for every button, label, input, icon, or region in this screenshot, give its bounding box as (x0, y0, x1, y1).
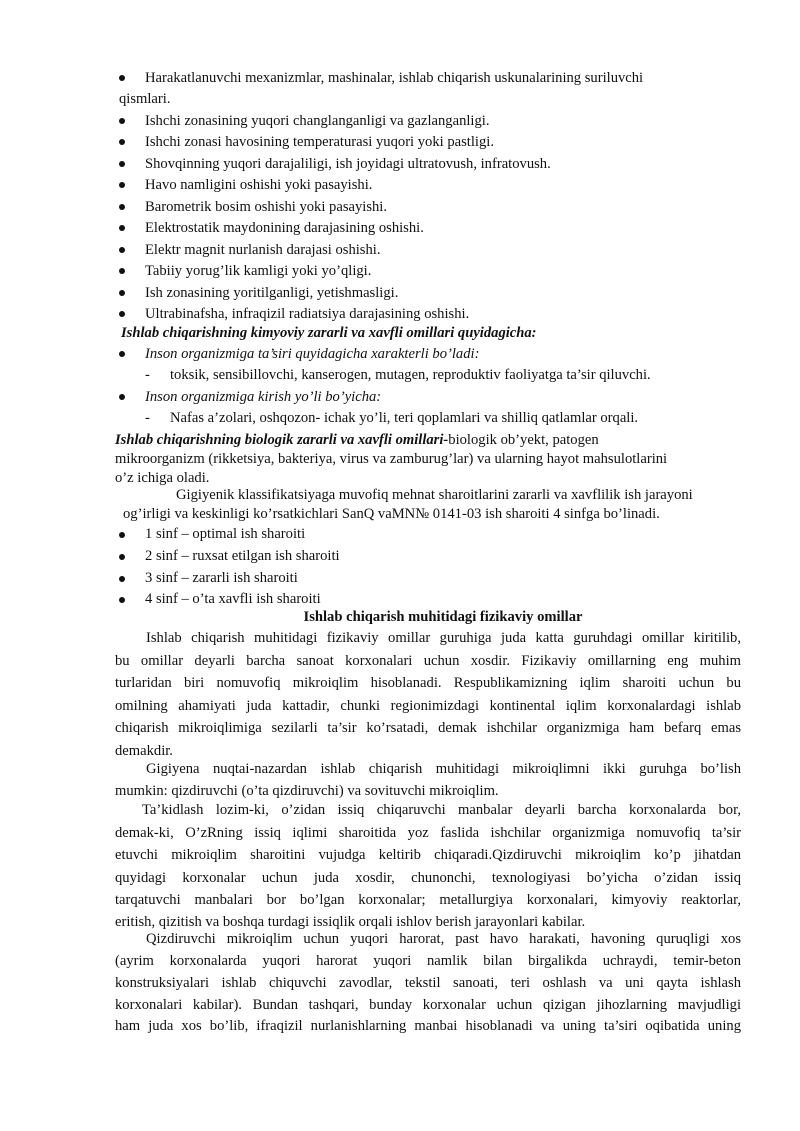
list-item: Elektrostatik maydonining darajasining oshishi. (145, 220, 424, 236)
biological-line-3: o’z ichiga oladi. (115, 470, 210, 486)
bullet-icon (119, 290, 125, 296)
bullet-icon (119, 311, 125, 317)
paragraph-line: chiqarish mikroiqlimiga sezilarli ta’sir ko’rsatadi, demak ishchilar organizmiga ham befarq emas (115, 720, 741, 736)
paragraph-line: bu omillar deyarli barcha sanoat korxonalari uchun xosdir. Fizikaviy omillarning eng muhim (115, 653, 741, 669)
bullet-icon (119, 118, 125, 124)
classification-line-1: Gigiyenik klassifikatsiyaga muvofiq mehnat sharoitlarini zararli va xavflilik ish jarayoni (176, 487, 693, 503)
bullet-icon (119, 75, 125, 81)
paragraph-line: tarqatuvchi manbalari bor bo’lgan korxonalar; metallurgiya korxonalari, kimyoviy reaktorlar, (115, 892, 741, 908)
paragraph-line: korxonalari kabilar). Bundan tashqari, bunday korxonalar uchun qizigan jihozlarning mavjudligi (115, 997, 741, 1013)
list-item-continuation: qismlari. (119, 91, 171, 107)
bullet-icon (119, 161, 125, 167)
paragraph-line: etuvchi mikroiqlim sharoitini vujudga keltirib chiqaradi.Qizdiruvchi mikroiqlim ko’p jihatdan (115, 847, 741, 863)
bullet-icon (119, 351, 125, 357)
paragraph-line: eritish, qizitish va boshqa turdagi issiqlik orqali ishlov berish jarayonlari kabilar. (115, 914, 586, 930)
list-item: Barometrik bosim oshishi yoki pasayishi. (145, 199, 388, 215)
bullet-icon (119, 532, 125, 538)
bullet-icon (119, 268, 125, 274)
paragraph-line: demakdir. (115, 743, 173, 759)
paragraph-line: mumkin: qizdiruvchi (o’ta qizdiruvchi) va sovituvchi mikroiqlim. (115, 783, 499, 799)
dash-icon: - (145, 367, 150, 383)
bullet-icon (119, 182, 125, 188)
paragraph-line: konstruksiyalari ishlab chiquvchi zavodlar, tekstil sanoati, teri oshlash va uni qayta ishlash (115, 975, 741, 991)
list-item: Ultrabinafsha, infraqizil radiatsiya darajasining oshishi. (145, 306, 470, 322)
paragraph-line: Qizdiruvchi mikroiqlim uchun yuqori harorat, past havo harakati, havoning quruqligi xos (146, 931, 741, 947)
bullet-icon (119, 554, 125, 560)
list-item: Havo namligini oshishi yoki pasayishi. (145, 177, 373, 193)
list-subitem: Nafas a’zolari, oshqozon- ichak yo’li, teri qoplamlari va shilliq qatlamlar orqali. (170, 410, 639, 426)
paragraph-line: demak-ki, O’zRning issiq iqlimi sharoitida yoz faslida ishchilar organizmiga nomuvofiq ta’sir (115, 825, 741, 841)
paragraph-line: turlaridan biri nomuvofiq mikroiqlim hisoblanadi. Respublikamizning iqlim sharoiti uchun bu (115, 675, 741, 691)
dash-icon: - (145, 410, 150, 426)
section-title: Ishlab chiqarish muhitidagi fizikaviy omillar (303, 609, 583, 625)
bullet-icon (119, 225, 125, 231)
list-item: Tabiiy yorug’lik kamligi yoki yo’qligi. (145, 263, 372, 279)
list-item: Inson organizmiga kirish yo’li bo’yicha: (145, 389, 382, 405)
list-item: Ishchi zonasining yuqori changlanganligi va gazlanganligi. (145, 113, 490, 129)
paragraph-line: quyidagi korxonalar uchun juda xosdir, chunonchi, texnologiyasi bo’yicha o’zidan issiq (115, 870, 741, 886)
list-item: Elektr magnit nurlanish darajasi oshishi. (145, 242, 381, 258)
class-item: 4 sinf – o’ta xavfli ish sharoiti (145, 591, 321, 607)
bullet-icon (119, 576, 125, 582)
list-item: Shovqinning yuqori darajaliligi, ish joyidagi ultratovush, infratovush. (145, 156, 551, 172)
list-item: Ish zonasining yoritilganligi, yetishmasligi. (145, 285, 399, 301)
classification-line-2: og’irligi va keskinligi ko’rsatkichlari SanQ vaMN№ 0141-03 ish sharoiti 4 sinfga bo’linadi. (123, 506, 660, 522)
class-item: 3 sinf – zararli ish sharoiti (145, 570, 298, 586)
bullet-icon (119, 247, 125, 253)
chemical-heading: Ishlab chiqarishning kimyoviy zararli va xavfli omillari quyidagicha: (121, 325, 537, 341)
list-item: Inson organizmiga ta’siri quyidagicha xarakterli bo’ladi: (145, 346, 480, 362)
paragraph-line: ham juda xos bo’lib, ifraqizil nurlanishlarning manbai hisoblanadi va uning ta’siri oqibatida uning (115, 1018, 741, 1034)
bullet-icon (119, 204, 125, 210)
paragraph-line: omilning ahamiyati juda kattadir, chunki regionimizdagi kontinental iqlim korxonalardagi ishlab (115, 698, 741, 714)
bullet-icon (119, 597, 125, 603)
paragraph-line: (ayrim korxonalarda yuqori harorat yuqori namlik bilan birgalikda uchraydi, temir-beton (115, 953, 741, 969)
biological-heading: Ishlab chiqarishning biologik zararli va xavfli omillari- (115, 432, 449, 448)
list-item: Harakatlanuvchi mexanizmlar, mashinalar, ishlab chiqarish uskunalarining suriluvchi (145, 70, 644, 86)
class-item: 1 sinf – optimal ish sharoiti (145, 526, 306, 542)
biological-line-2: mikroorganizm (rikketsiya, bakteriya, virus va zamburug’lar) va ularning hayot mahsulotlarini (115, 451, 668, 467)
list-subitem: toksik, sensibillovchi, kanserogen, mutagen, reproduktiv faoliyatga ta’sir qiluvchi. (170, 367, 651, 383)
biological-text: biologik ob’yekt, patogen (448, 432, 599, 448)
bullet-icon (119, 139, 125, 145)
list-item: Ishchi zonasi havosining temperaturasi yuqori yoki pastligi. (145, 134, 494, 150)
biological-line-1 (115, 430, 599, 450)
paragraph-line: Ishlab chiqarish muhitidagi fizikaviy omillar guruhiga juda katta guruhdagi omillar kiritilib, (146, 630, 741, 646)
paragraph-line: Gigiyena nuqtai-nazardan ishlab chiqarish muhitidagi mikroiqlimni ikki guruhga bo’lish (146, 761, 741, 777)
paragraph-line: Ta’kidlash lozim-ki, o’zidan issiq chiqaruvchi manbalar deyarli barcha korxonalarda bor, (142, 802, 741, 818)
class-item: 2 sinf – ruxsat etilgan ish sharoiti (145, 548, 340, 564)
bullet-icon (119, 394, 125, 400)
